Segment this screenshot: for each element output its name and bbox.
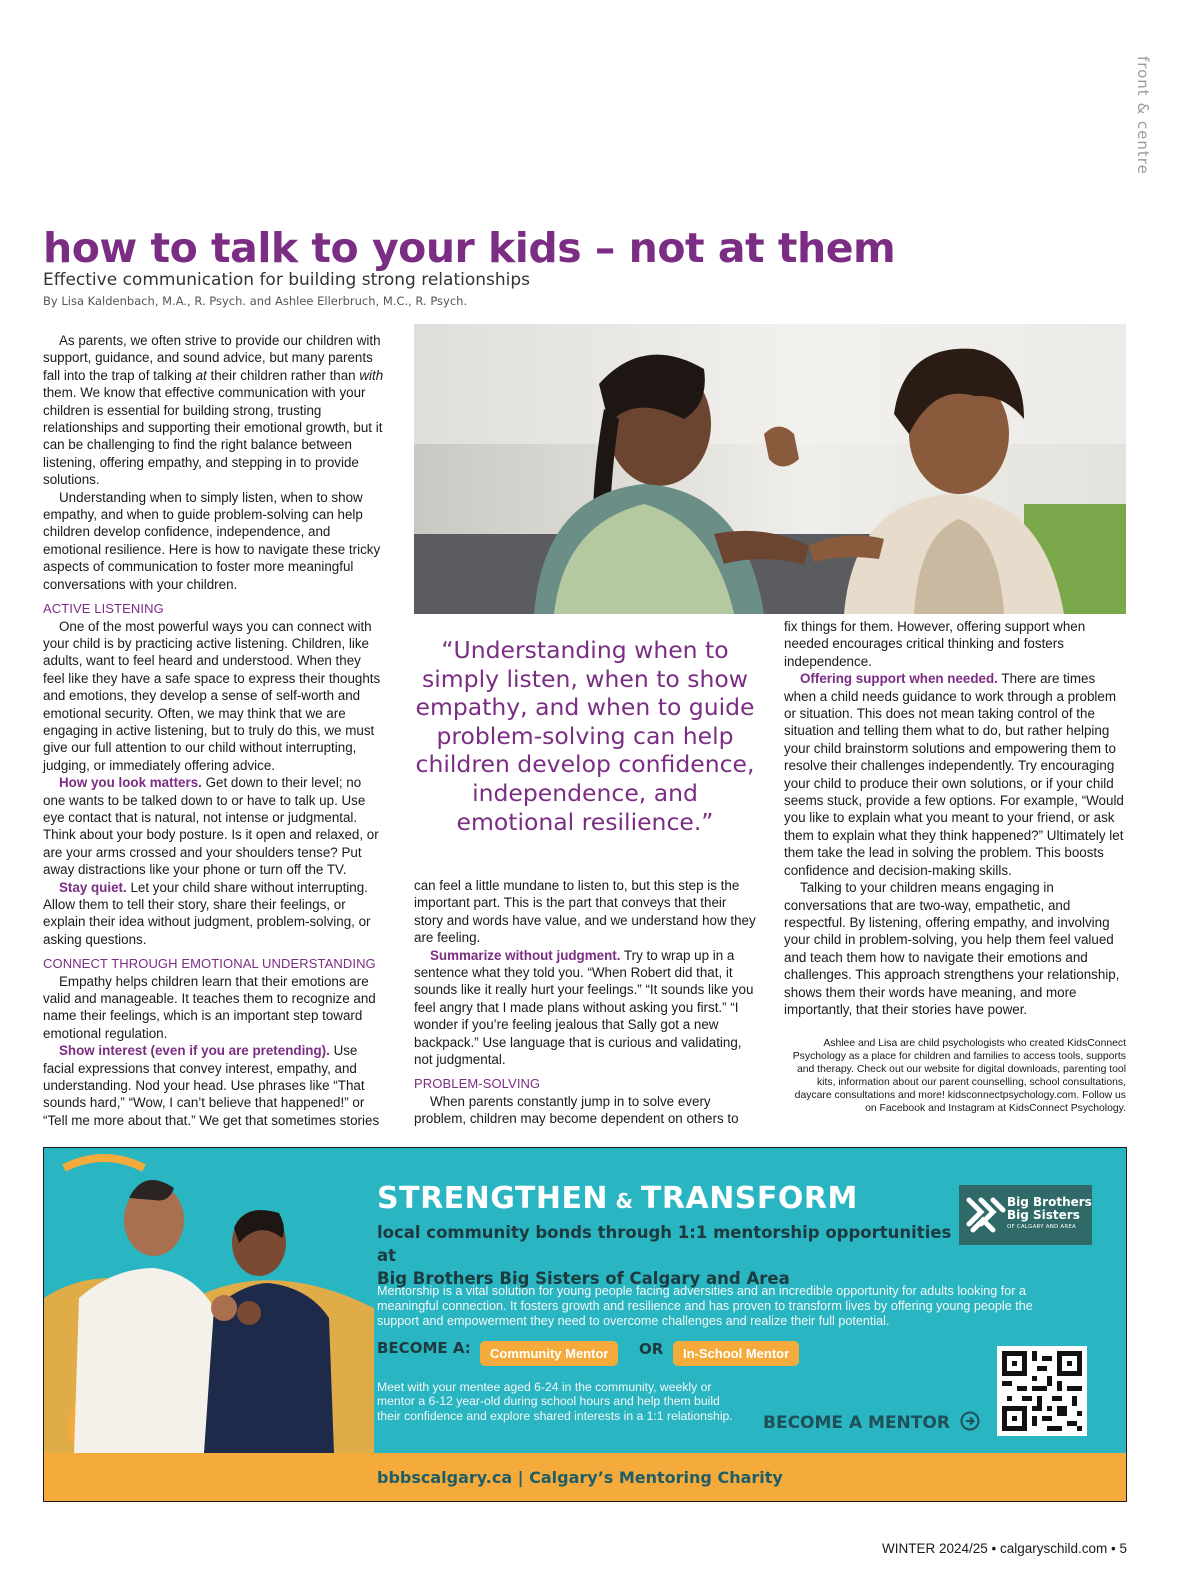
ad-mentor-details: Meet with your mentee aged 6-24 in the community, weekly or mentor a 6-12 year-old during school hours and help them build their confidence and explore shared interests in a 1:1 relationship.	[377, 1380, 733, 1423]
paragraph: Show interest (even if you are pretending). Use facial expressions that convey interest, empathy, and understanding. Nod your head. Use phrases like “That sounds hard,” “Wow, I can’t believe that happened!” or “Tell me more about that.” We get that sometimes stories	[43, 1043, 380, 1128]
section-label: front & centre	[1134, 56, 1152, 175]
paragraph: Stay quiet. Let your child share without interrupting. Allow them to tell their story, share their feelings, or explain their idea without judgment, problem-solving, or asking questions.	[43, 879, 371, 947]
paragraph: Offering support when needed. There are times when a child needs guidance to work through a problem or situation. This does not mean taking control of the situation and telling them what to do, but rather helping your child brainstorm solutions and empowering them to resolve their challenges independently. Try encouraging your child to produce their own solutions, or if your child seems stuck, provide a few options. For example, “Would you like to explain what you meant to your friend, or ask them to explain what they think happened?” Ultimately let them take the lead in solving the problem. This boosts confidence and decision-making skills.	[784, 671, 1124, 878]
article-photo	[414, 324, 1126, 614]
paragraph: How you look matters. Get down to their level; no one wants to be talked down to or have to talk up. Use eye contact that is natural, not intense or judgmental. Think about your body posture. Is it open and relaxed, or are your arms crossed and your shoulders tense? Put away distractions like your phone or turn off the TV.	[43, 775, 379, 878]
paragraph: As parents, we often strive to provide our children with support, guidance, and sound advice, but many parents fall into the trap of talking at their children rather than with them. We know that effective communication with your children is essential for building strong, trusting relationships and supporting their emotional growth, but it can be challenging to find the right balance between listening, offering empathy, and stepping in to provide solutions.	[43, 333, 384, 488]
bbbs-logo-mark-icon	[963, 1190, 1007, 1240]
bbbs-logo: Big Brothers Big Sisters OF CALGARY AND AREA	[959, 1185, 1092, 1245]
ad-headline: STRENGTHEN & TRANSFORM	[377, 1181, 858, 1216]
qr-code-icon	[997, 1346, 1087, 1436]
article-column-3	[784, 618, 1127, 1018]
section-heading-problem-solving: PROBLEM-SOLVING	[414, 1076, 541, 1092]
ad-website-tagline[interactable]: bbbscalgary.ca | Calgary’s Mentoring Charity	[377, 1468, 783, 1487]
author-bio: Ashlee and Lisa are child psychologists who created KidsConnect Psychology as a place for children and families to access tools, supports and therapy. Check out our website for digital downloads, parenting tool kits, information about our parent counselling, school consultations, daycare consultations and more! kidsconnectpsychology.com. Follow us on Facebook and Instagram at KidsConnect Psychology.	[792, 1038, 1126, 1114]
paragraph: One of the most powerful ways you can connect with your child is by practicing active listening. Children, like adults, want to feel heard and understood. When they feel like they have a safe space to express their thoughts and emotions, they develop a sense of self-worth and emotional security. Often, we may think that we are engaging in active listening, but to truly do this, we must give our full attention to our child without interrupting, judging, or immediately offering advice.	[43, 618, 381, 773]
article-column-2	[414, 877, 757, 1128]
ad-become-label: BECOME A:	[377, 1339, 471, 1357]
qr-code[interactable]	[997, 1346, 1087, 1436]
paragraph: can feel a little mundane to listen to, but this step is the important part. This is the part that conveys that their story and words have value, and we understand how they are feeling.	[414, 878, 756, 946]
section-heading-emotional-understanding: CONNECT THROUGH EMOTIONAL UNDERSTANDING	[43, 956, 376, 972]
ad-description: Mentorship is a vital solution for young people facing adversities and an incredible opportunity for adults looking for a meaningful connection. It fosters growth and resilience and has proven to transform lives by offering young people the support and empowerment they need to overcome challenges and realize their full potential.	[377, 1284, 1033, 1329]
page-folio: WINTER 2024/25 • calgaryschild.com • 5	[881, 1541, 1127, 1556]
ad-photo-mentor-and-mentee	[44, 1148, 374, 1453]
article-headline: how to talk to your kids – not at them	[43, 224, 896, 272]
ad-or-label: OR	[639, 1340, 664, 1358]
paragraph: Empathy helps children learn that their emotions are valid and manageable. It teaches them to recognize and name their feelings, which is an important step toward emotional regulation.	[43, 973, 376, 1041]
become-a-mentor-link[interactable]: BECOME A MENTOR	[763, 1411, 980, 1433]
pull-quote: “Understanding when to simply listen, when to show empathy, and when to guide problem-solving can help children develop confidence, independence, and emotional resilience.”	[415, 636, 755, 836]
arrow-circle-right-icon	[960, 1411, 980, 1431]
in-school-mentor-button[interactable]: In-School Mentor	[673, 1341, 799, 1366]
article-byline: By Lisa Kaldenbach, M.A., R. Psych. and Ashlee Ellerbruch, M.C., R. Psych.	[43, 294, 468, 308]
photo-parent-child-talking	[414, 324, 1126, 614]
paragraph: Talking to your children means engaging in conversations that are two-way, empathetic, and respectful. By listening, offering empathy, and involving your child in problem-solving, you help them feel valued and teach them how to navigate their emotions and challenges. This approach strengthens your relationship, shows them their words have meaning, and more importantly, that their stories have power.	[784, 880, 1120, 1017]
bbbs-advertisement[interactable]	[43, 1147, 1127, 1502]
ad-subheading: local community bonds through 1:1 mentorship opportunities at Big Brothers Big Sisters of Calgary and Area	[377, 1223, 952, 1288]
section-heading-active-listening: ACTIVE LISTENING	[43, 601, 164, 617]
paragraph: When parents constantly jump in to solve every problem, children may become dependent on others to	[414, 1093, 739, 1127]
community-mentor-button[interactable]: Community Mentor	[480, 1341, 618, 1366]
paragraph: Summarize without judgment. Try to wrap up in a sentence what they told you. “When Robert did that, it sounds like it really hurt your feelings.” “It sounds like you feel angry that I made plans without asking you first.” “I wonder if you’re feeling jealous that Sally got a new backpack.” Use language that is curious and validating, not judgmental.	[414, 947, 754, 1068]
paragraph: Understanding when to simply listen, when to show empathy, and when to guide problem-solving can help children develop confidence, independence, and emotional resilience. Here is how to navigate these tricky aspects of communication to foster more meaningful conversations with your children.	[43, 489, 381, 592]
article-subhead: Effective communication for building strong relationships	[43, 270, 531, 290]
article-column-1	[43, 332, 386, 1129]
paragraph: fix things for them. However, offering support when needed encourages critical thinking and fosters independence.	[784, 619, 1086, 669]
